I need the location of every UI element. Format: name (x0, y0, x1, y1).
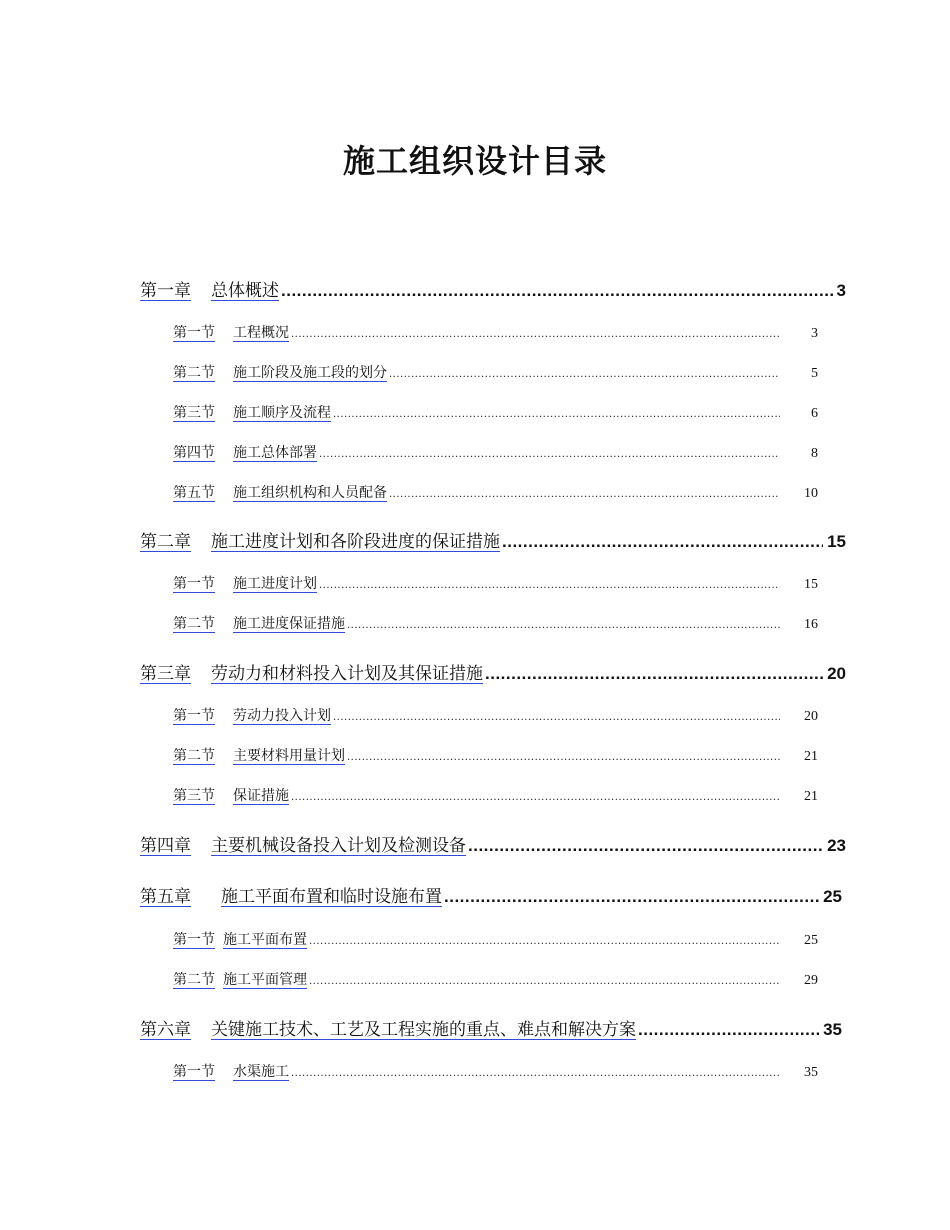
page-number: 15 (804, 577, 818, 592)
dot-leader (309, 976, 780, 987)
toc-link[interactable]: 第五节 施工组织机构和人员配备 (173, 485, 387, 501)
dot-leader (638, 1020, 819, 1040)
dot-leader (333, 712, 780, 723)
toc-chapter-1[interactable] (140, 276, 846, 301)
page-number: 10 (804, 486, 818, 501)
toc-chapter-4[interactable] (140, 831, 846, 856)
page-number: 29 (804, 973, 818, 988)
toc-link[interactable]: 第四章 主要机械设备投入计划及检测设备 (140, 836, 466, 856)
page-number: 3 (836, 281, 846, 300)
toc-section-1-2[interactable] (173, 362, 818, 382)
page-number: 21 (804, 749, 818, 764)
page-number: 3 (811, 326, 818, 341)
toc-link[interactable]: 第五章 施工平面布置和临时设施布置 (140, 887, 442, 907)
toc-section-5-2[interactable] (173, 969, 818, 989)
toc-link[interactable]: 第一节 施工进度计划 (173, 576, 317, 592)
document-title: 施工组织设计目录 (342, 142, 607, 180)
toc-link[interactable]: 第二节 施工阶段及施工段的划分 (173, 365, 387, 381)
dot-leader (291, 792, 780, 803)
page-number: 21 (804, 789, 818, 804)
dot-leader (333, 409, 780, 420)
toc-section-3-2[interactable] (173, 745, 818, 765)
page-number: 15 (827, 532, 846, 551)
page-number: 35 (823, 1020, 842, 1039)
page-number: 20 (827, 664, 846, 683)
dot-leader (502, 532, 823, 552)
page-number: 25 (823, 887, 842, 906)
dot-leader (309, 936, 780, 947)
dot-leader (291, 1068, 780, 1079)
toc-link[interactable]: 第一节 劳动力投入计划 (173, 708, 331, 724)
toc-link[interactable]: 第三章 劳动力和材料投入计划及其保证措施 (140, 664, 483, 684)
dot-leader (347, 752, 780, 763)
toc-chapter-5[interactable] (140, 882, 842, 907)
page-number: 5 (811, 366, 818, 381)
page-number: 8 (811, 446, 818, 461)
page-number: 20 (804, 709, 818, 724)
toc-link[interactable]: 第二节 主要材料用量计划 (173, 748, 345, 764)
toc-section-3-1[interactable] (173, 705, 818, 725)
toc-chapter-3[interactable] (140, 659, 846, 684)
toc-link[interactable]: 第三节 保证措施 (173, 788, 289, 804)
toc-chapter-2[interactable] (140, 527, 846, 552)
toc-section-1-4[interactable] (173, 442, 818, 462)
toc-link[interactable]: 第四节 施工总体部署 (173, 445, 317, 461)
dot-leader (347, 620, 780, 631)
toc-section-6-1[interactable] (173, 1061, 818, 1081)
toc-link[interactable]: 第一节 水渠施工 (173, 1064, 289, 1080)
toc-link[interactable]: 第二节 施工平面管理 (173, 972, 307, 988)
dot-leader (468, 836, 823, 856)
toc-chapter-6[interactable] (140, 1015, 842, 1040)
toc-section-1-3[interactable] (173, 402, 818, 422)
toc-section-1-5[interactable] (173, 482, 818, 502)
toc-section-2-1[interactable] (173, 573, 818, 593)
page-number: 23 (827, 836, 846, 855)
toc-link[interactable]: 第一章 总体概述 (140, 281, 279, 301)
toc-link[interactable]: 第三节 施工顺序及流程 (173, 405, 331, 421)
dot-leader (389, 369, 780, 380)
page-number: 25 (804, 933, 818, 948)
page-number: 35 (804, 1065, 818, 1080)
dot-leader (319, 580, 780, 591)
toc-link[interactable]: 第一节 施工平面布置 (173, 932, 307, 948)
page-number: 16 (804, 617, 818, 632)
toc-section-2-2[interactable] (173, 613, 818, 633)
dot-leader (291, 329, 780, 340)
toc-link[interactable]: 第六章 关键施工技术、工艺及工程实施的重点、难点和解决方案 (140, 1020, 636, 1040)
dot-leader (444, 887, 819, 907)
dot-leader (485, 664, 823, 684)
toc-section-5-1[interactable] (173, 929, 818, 949)
toc-link[interactable]: 第二节 施工进度保证措施 (173, 616, 345, 632)
dot-leader (389, 489, 780, 500)
dot-leader (319, 449, 780, 460)
toc-link[interactable]: 第一节 工程概况 (173, 325, 289, 341)
toc-section-3-3[interactable] (173, 785, 818, 805)
page-number: 6 (811, 406, 818, 421)
dot-leader (281, 281, 833, 301)
toc-section-1-1[interactable] (173, 322, 818, 342)
toc-link[interactable]: 第二章 施工进度计划和各阶段进度的保证措施 (140, 532, 500, 552)
